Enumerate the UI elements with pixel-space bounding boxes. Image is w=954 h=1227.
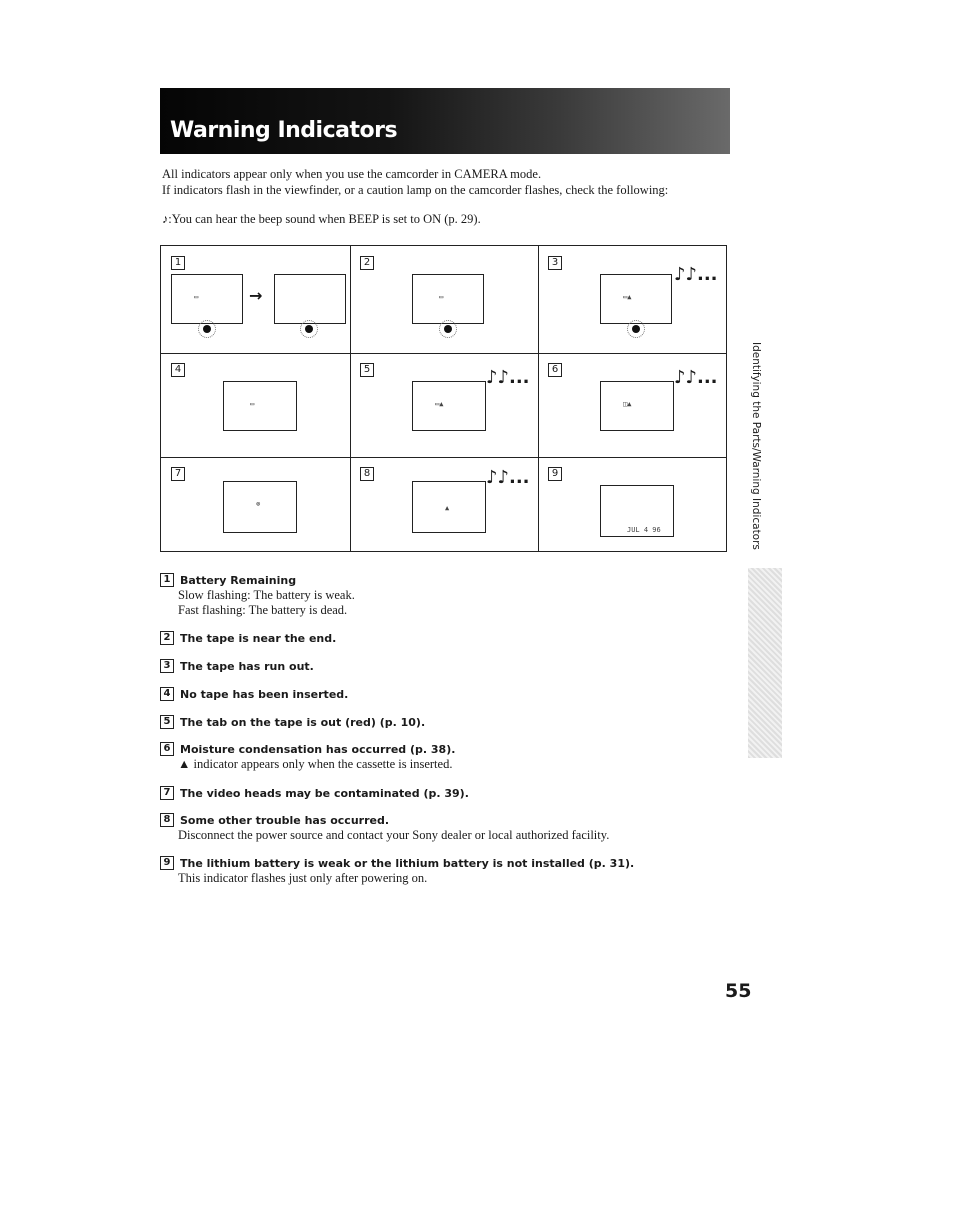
item-5-heading — [160, 715, 425, 729]
tape-eject-indicator: ▭▲ — [623, 293, 632, 301]
tape-indicator: ▭ — [439, 293, 444, 301]
beep-icon: ♪♪... — [674, 264, 718, 285]
indicator-figure — [160, 245, 727, 552]
item-9-heading — [160, 856, 634, 870]
battery-indicator: ▭ — [194, 293, 199, 301]
viewfinder-frame — [223, 481, 297, 533]
item-1-heading — [160, 573, 296, 587]
figure-cell-3 — [538, 246, 726, 353]
intro-line-1: All indicators appear only when you use the camcorder in CAMERA mode. — [162, 167, 542, 181]
item-number: 8 — [160, 813, 174, 827]
item-6-body-1: ▲ indicator appears only when the cassette is inserted. — [178, 757, 453, 771]
viewfinder-frame — [412, 481, 486, 533]
item-1-body-1: Slow flashing: The battery is weak. — [178, 588, 355, 602]
viewfinder-frame — [171, 274, 243, 324]
viewfinder-frame — [600, 485, 674, 537]
item-title: The video heads may be contaminated (p. 39). — [180, 786, 469, 800]
figure-cell-6 — [538, 353, 726, 457]
tab-out-indicator: ▭▲ — [435, 400, 444, 408]
arrow-icon: → — [249, 286, 263, 305]
figure-cell-5 — [350, 353, 538, 457]
video-head-indicator: ⊗ — [256, 500, 261, 508]
item-number: 4 — [160, 687, 174, 701]
item-8-heading — [160, 813, 389, 827]
cell-number: 1 — [171, 256, 185, 270]
beep-note-text: You can hear the beep sound when BEEP is set to ON (p. 29). — [171, 212, 481, 226]
section-thumb-tab — [748, 568, 782, 758]
caution-lamp-icon — [203, 325, 211, 333]
caution-lamp-icon — [444, 325, 452, 333]
item-9-body-1: This indicator flashes just only after powering on. — [178, 871, 428, 885]
item-title: Some other trouble has occurred. — [180, 813, 390, 827]
item-number: 3 — [160, 659, 174, 673]
page-number: 55 — [725, 980, 752, 1002]
item-number: 7 — [160, 786, 174, 800]
beep-icon: ♪♪... — [486, 367, 530, 388]
item-6-heading — [160, 742, 455, 756]
beep-icon: ♪♪... — [486, 467, 530, 488]
side-label-text: Identifying the Parts/Warning Indicators — [750, 342, 762, 550]
viewfinder-frame — [600, 381, 674, 431]
item-number: 9 — [160, 856, 174, 870]
intro-line-2: If indicators flash in the viewfinder, or a caution lamp on the camcorder flashes, check the following: — [162, 183, 669, 197]
caution-lamp-icon — [305, 325, 313, 333]
item-title: Moisture condensation has occurred (p. 38). — [180, 742, 456, 756]
item-title: The tape is near the end. — [180, 631, 337, 645]
cell-number: 7 — [171, 467, 185, 481]
viewfinder-frame — [600, 274, 672, 324]
cell-number: 5 — [360, 363, 374, 377]
item-number: 5 — [160, 715, 174, 729]
item-title: The lithium battery is weak or the lithium battery is not installed (p. 31). — [180, 856, 635, 870]
no-tape-indicator: ▭ — [250, 400, 255, 408]
item-title: The tape has run out. — [180, 659, 314, 673]
beep-note-icon: ♪: — [162, 212, 172, 226]
section-side-label — [752, 342, 772, 564]
item-4-heading — [160, 687, 348, 701]
figure-cell-4 — [161, 353, 350, 457]
figure-cell-9 — [538, 457, 726, 551]
figure-cell-7 — [161, 457, 350, 551]
viewfinder-frame — [274, 274, 346, 324]
item-number: 6 — [160, 742, 174, 756]
figure-cell-2 — [350, 246, 538, 353]
item-title: Battery Remaining — [180, 573, 297, 587]
item-2-heading — [160, 631, 336, 645]
viewfinder-frame — [412, 274, 484, 324]
cell-number: 6 — [548, 363, 562, 377]
beep-note — [162, 212, 481, 227]
item-8-body-1: Disconnect the power source and contact your Sony dealer or local authorized facility. — [178, 828, 610, 842]
item-3-heading — [160, 659, 314, 673]
page-title: Warning Indicators — [170, 118, 398, 143]
figure-cell-8 — [350, 457, 538, 551]
cell-number: 9 — [548, 467, 562, 481]
item-title: The tab on the tape is out (red) (p. 10). — [180, 715, 426, 729]
cell-number: 3 — [548, 256, 562, 270]
item-number: 2 — [160, 631, 174, 645]
item-title: No tape has been inserted. — [180, 687, 349, 701]
viewfinder-frame — [223, 381, 297, 431]
item-7-heading — [160, 786, 469, 800]
figure-cell-1 — [161, 246, 350, 353]
cell-number: 2 — [360, 256, 374, 270]
viewfinder-frame — [412, 381, 486, 431]
eject-indicator: ▲ — [445, 504, 450, 512]
item-number: 1 — [160, 573, 174, 587]
beep-icon: ♪♪... — [674, 367, 718, 388]
item-1-body-2: Fast flashing: The battery is dead. — [178, 603, 348, 617]
cell-number: 4 — [171, 363, 185, 377]
caution-lamp-icon — [632, 325, 640, 333]
cell-number: 8 — [360, 467, 374, 481]
title-banner — [160, 88, 730, 154]
moisture-indicator: ◫▲ — [623, 400, 632, 408]
lithium-battery-indicator: JUL 4 96 — [627, 526, 661, 534]
